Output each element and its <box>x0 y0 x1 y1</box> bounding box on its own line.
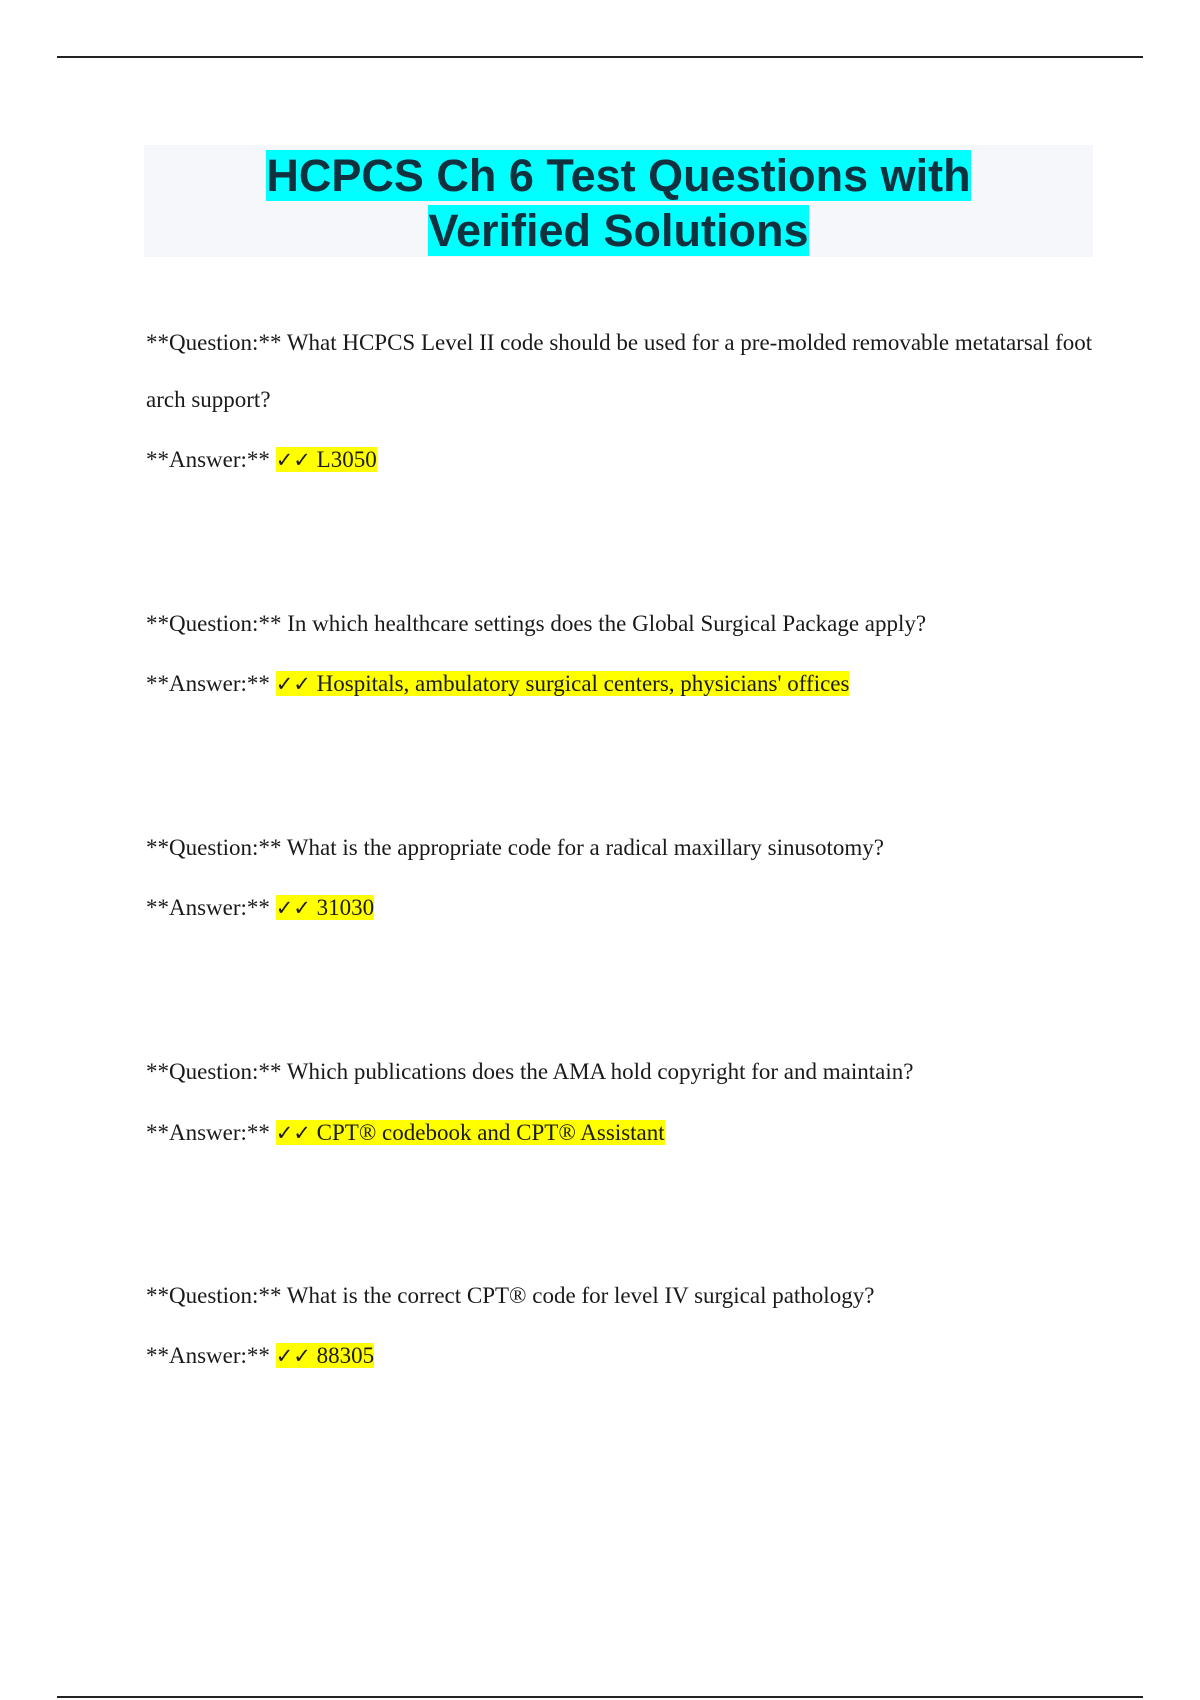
answer-prefix: **Answer:** <box>146 447 270 472</box>
answer-text <box>146 444 1106 476</box>
question-text <box>146 595 1106 652</box>
answer-body: L3050 <box>316 447 377 472</box>
question-prefix: **Question:** <box>146 1059 282 1084</box>
answer-prefix: **Answer:** <box>146 895 270 920</box>
answer-highlight <box>276 1120 665 1145</box>
answer-highlight <box>276 895 374 920</box>
answer-text <box>146 1117 1106 1149</box>
check-icon: ✓✓ <box>275 1344 311 1368</box>
check-icon: ✓✓ <box>275 1121 311 1145</box>
question-prefix: **Question:** <box>146 1283 282 1308</box>
title-line-1: HCPCS Ch 6 Test Questions with <box>266 150 971 201</box>
qa-item-4 <box>146 1043 1106 1149</box>
bottom-rule <box>57 1696 1143 1698</box>
question-prefix: **Question:** <box>146 611 282 636</box>
question-body: What is the appropriate code for a radical maxillary sinusotomy? <box>286 835 884 860</box>
answer-prefix: **Answer:** <box>146 1343 270 1368</box>
document-title <box>144 145 1093 258</box>
question-prefix: **Question:** <box>146 835 282 860</box>
question-prefix: **Question:** <box>146 330 282 355</box>
title-line-2: Verified Solutions <box>428 205 809 256</box>
top-rule <box>57 56 1143 58</box>
answer-body: Hospitals, ambulatory surgical centers, physicians' offices <box>316 671 850 696</box>
qa-item-3 <box>146 819 1106 924</box>
title-box <box>144 145 1093 257</box>
question-body: What HCPCS Level II code should be used for a pre-molded removable metatarsal foot arch support? <box>146 330 1093 412</box>
answer-highlight <box>276 1343 374 1368</box>
question-text <box>146 1267 1106 1324</box>
answer-prefix: **Answer:** <box>146 671 270 696</box>
check-icon: ✓✓ <box>275 672 311 696</box>
answer-body: 88305 <box>316 1343 375 1368</box>
qa-item-2 <box>146 595 1106 700</box>
question-body: What is the correct CPT® code for level IV surgical pathology? <box>286 1283 875 1308</box>
answer-highlight <box>276 671 850 696</box>
answer-prefix: **Answer:** <box>146 1120 270 1145</box>
check-icon: ✓✓ <box>275 448 311 472</box>
answer-highlight <box>276 447 377 472</box>
question-body: In which healthcare settings does the Global Surgical Package apply? <box>287 611 927 636</box>
qa-item-5 <box>146 1267 1106 1372</box>
answer-body: CPT® codebook and CPT® Assistant <box>316 1120 665 1145</box>
answer-text <box>146 1340 1106 1372</box>
qa-item-1 <box>146 314 1106 476</box>
question-text <box>146 819 1106 876</box>
question-text <box>146 314 1106 428</box>
question-body: Which publications does the AMA hold copyright for and maintain? <box>286 1059 914 1084</box>
answer-text <box>146 668 1106 700</box>
check-icon: ✓✓ <box>275 896 311 920</box>
answer-text <box>146 892 1106 924</box>
question-text <box>146 1043 1106 1100</box>
answer-body: 31030 <box>316 895 375 920</box>
